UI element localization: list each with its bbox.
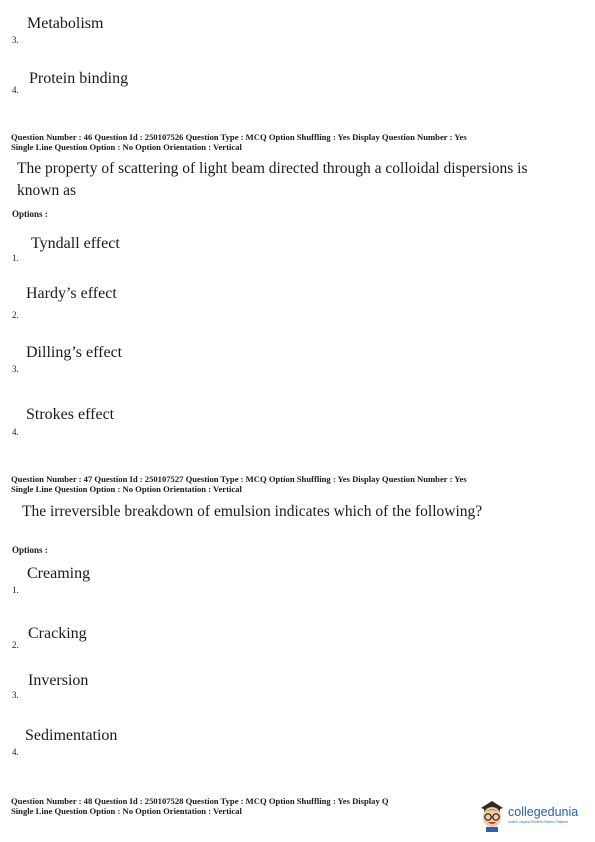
collegedunia-logo — [478, 798, 590, 832]
option-number: 3. — [12, 690, 19, 700]
option-number: 3. — [12, 35, 19, 45]
option-number: 4. — [12, 427, 19, 437]
option-number: 4. — [12, 85, 19, 95]
brand-name: collegedunia — [508, 805, 579, 819]
question-meta-line: Question Number : 48 Question Id : 250107528 Question Type : MCQ Option Shuffling : Yes Display Q — [11, 796, 389, 806]
option-text: Tyndall effect — [31, 235, 120, 252]
option-text: Dilling’s effect — [26, 344, 123, 361]
question-meta-line: Question Number : 47 Question Id : 250107527 Question Type : MCQ Option Shuffling : Yes Display Question Number : Yes — [11, 474, 467, 484]
option-number: 2. — [12, 640, 19, 650]
question-meta-line: Single Line Question Option : No Option Orientation : Vertical — [11, 484, 242, 494]
mascot-icon — [478, 798, 506, 832]
option-text: Strokes effect — [26, 406, 115, 423]
brand-tagline: India's Largest Student Review Platform — [508, 820, 569, 824]
question-text: known as — [17, 182, 76, 199]
question-text: The property of scattering of light beam directed through a colloidal dispersions is — [17, 160, 528, 177]
option-text: Inversion — [28, 672, 89, 689]
option-number: 3. — [12, 364, 19, 374]
options-label: Options : — [12, 209, 48, 219]
question-meta-line: Question Number : 46 Question Id : 250107526 Question Type : MCQ Option Shuffling : Yes Display Question Number : Yes — [11, 132, 467, 142]
option-number: 1. — [12, 585, 19, 595]
option-number: 2. — [12, 310, 19, 320]
question-text: The irreversible breakdown of emulsion indicates which of the following? — [22, 503, 483, 520]
option-text: Metabolism — [27, 15, 104, 32]
options-label: Options : — [12, 545, 48, 555]
option-text: Cracking — [28, 625, 87, 642]
option-text: Hardy’s effect — [26, 285, 117, 302]
option-text: Creaming — [27, 565, 91, 582]
question-meta-line: Single Line Question Option : No Option Orientation : Vertical — [11, 806, 242, 816]
option-text: Protein binding — [29, 70, 129, 87]
question-meta-line: Single Line Question Option : No Option Orientation : Vertical — [11, 142, 242, 152]
option-number: 1. — [12, 253, 19, 263]
option-text: Sedimentation — [25, 727, 118, 744]
option-number: 4. — [12, 747, 19, 757]
